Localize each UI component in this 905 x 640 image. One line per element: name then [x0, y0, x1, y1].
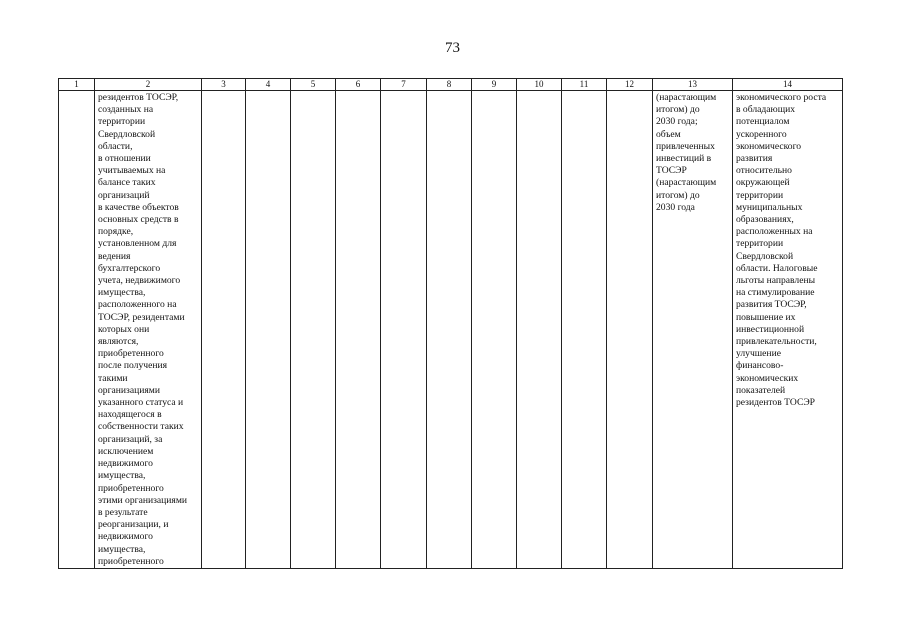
column-header: 10 — [517, 79, 562, 91]
table-cell — [291, 91, 336, 569]
cell-text-col14: экономического роста в обладающих потенциалом ускоренного экономического развития относительно окружающей территории муниципальных образованиях, расположенных на территории Свердловской области. Налоговые льготы направлены на стимулирование развития ТОСЭР, повышение их инвестиционной привлекательности, улучшение финансово- экономических показателей резидентов ТОСЭР — [736, 92, 827, 409]
table-cell — [59, 91, 95, 569]
column-header: 7 — [381, 79, 427, 91]
column-header: 6 — [336, 79, 381, 91]
column-header: 2 — [95, 79, 202, 91]
data-table — [58, 78, 843, 569]
table-row — [59, 91, 843, 569]
table-cell — [653, 91, 733, 569]
cell-text-col2: резидентов ТОСЭР, созданных на территории Свердловской области, в отношении учитываемых на балансе таких организаций в качестве объектов основных средств в порядке, установленном для ведения бухгалтерского учета, недвижимого имущества, расположенного на ТОСЭР, резидентами которых они являются, приобретенного после получения такими организациями указанного статуса и находящегося в собственности таких организаций, за исключением недвижимого имущества, приобретенного этими организациями в результате реорганизации, и недвижимого имущества, приобретенного — [98, 92, 188, 567]
table-cell — [427, 91, 472, 569]
table-cell — [517, 91, 562, 569]
column-header: 9 — [472, 79, 517, 91]
header-row — [59, 79, 843, 91]
column-header: 8 — [427, 79, 472, 91]
table-cell — [381, 91, 427, 569]
column-header: 13 — [653, 79, 733, 91]
column-header: 1 — [59, 79, 95, 91]
cell-text-col1 — [59, 91, 94, 92]
table-cell — [95, 91, 202, 569]
page-number: 73 — [445, 40, 460, 56]
table-cell — [246, 91, 291, 569]
table-cell — [472, 91, 517, 569]
column-header: 14 — [733, 79, 843, 91]
cell-text-col13: (нарастающим итогом) до 2030 года; объем привлеченных инвестиций в ТОСЭР (нарастающим итогом) до 2030 года — [656, 92, 717, 213]
table-cell — [202, 91, 246, 569]
column-header: 4 — [246, 79, 291, 91]
column-header: 12 — [607, 79, 653, 91]
table-cell — [607, 91, 653, 569]
column-header: 5 — [291, 79, 336, 91]
table-cell — [562, 91, 607, 569]
column-header: 3 — [202, 79, 246, 91]
table-cell — [336, 91, 381, 569]
table-cell — [733, 91, 843, 569]
column-header: 11 — [562, 79, 607, 91]
